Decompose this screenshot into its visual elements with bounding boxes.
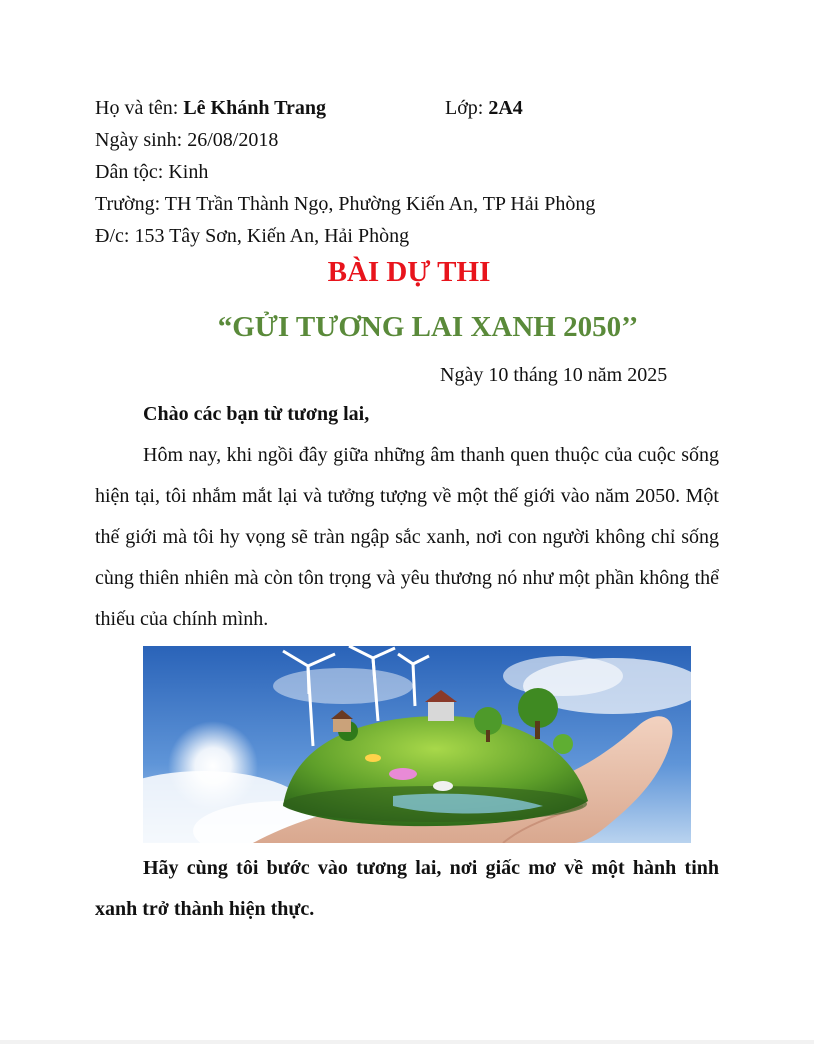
address-line <box>95 220 409 252</box>
paragraph-intro: Hôm nay, khi ngồi đây giữa những âm thanh quen thuộc của cuộc sống hiện tại, tôi nhắm mắt lại và tưởng tượng về một thế giới vào năm 2050. Một thế giới mà tôi hy vọng sẽ tràn ngập sắc xanh, nơi con người không chỉ sống cùng thiên nhiên mà còn tôn trọng và yêu thương nó như một phần không thể thiếu của chính mình. <box>95 444 719 630</box>
ethnicity-line <box>95 156 208 188</box>
greeting: Chào các bạn từ tương lai, <box>143 403 370 425</box>
dob-line <box>95 124 278 156</box>
ethnicity-value: Kinh <box>168 161 209 183</box>
sub-title: “GỬI TƯƠNG LAI XANH 2050’’ <box>217 311 639 343</box>
dob-value: 26/08/2018 <box>187 129 279 151</box>
school-label: Trường: <box>95 193 165 215</box>
class-label: Lớp: <box>445 97 489 119</box>
green-planet-in-hand-illustration <box>143 646 691 843</box>
school-value: TH Trần Thành Ngọ, Phường Kiến An, TP Hải Phòng <box>164 193 596 215</box>
class-value: 2A4 <box>488 97 523 119</box>
school-line <box>95 188 595 220</box>
dob-label: Ngày sinh: <box>95 129 188 151</box>
page-bottom-edge <box>0 1040 814 1044</box>
paragraph-closing: Hãy cùng tôi bước vào tương lai, nơi giấc mơ về một hành tinh xanh trở thành hiện thực. <box>95 857 719 920</box>
student-name: Lê Khánh Trang <box>183 97 326 119</box>
main-title: BÀI DỰ THI <box>327 256 491 288</box>
ethnicity-label: Dân tộc: <box>95 161 169 183</box>
letter-date: Ngày 10 tháng 10 năm 2025 <box>440 364 668 386</box>
class-field <box>445 92 523 124</box>
name-label: Họ và tên: <box>95 97 184 119</box>
address-value: 153 Tây Sơn, Kiến An, Hải Phòng <box>134 225 410 247</box>
address-label: Đ/c: <box>95 225 135 247</box>
name-line <box>95 92 523 124</box>
